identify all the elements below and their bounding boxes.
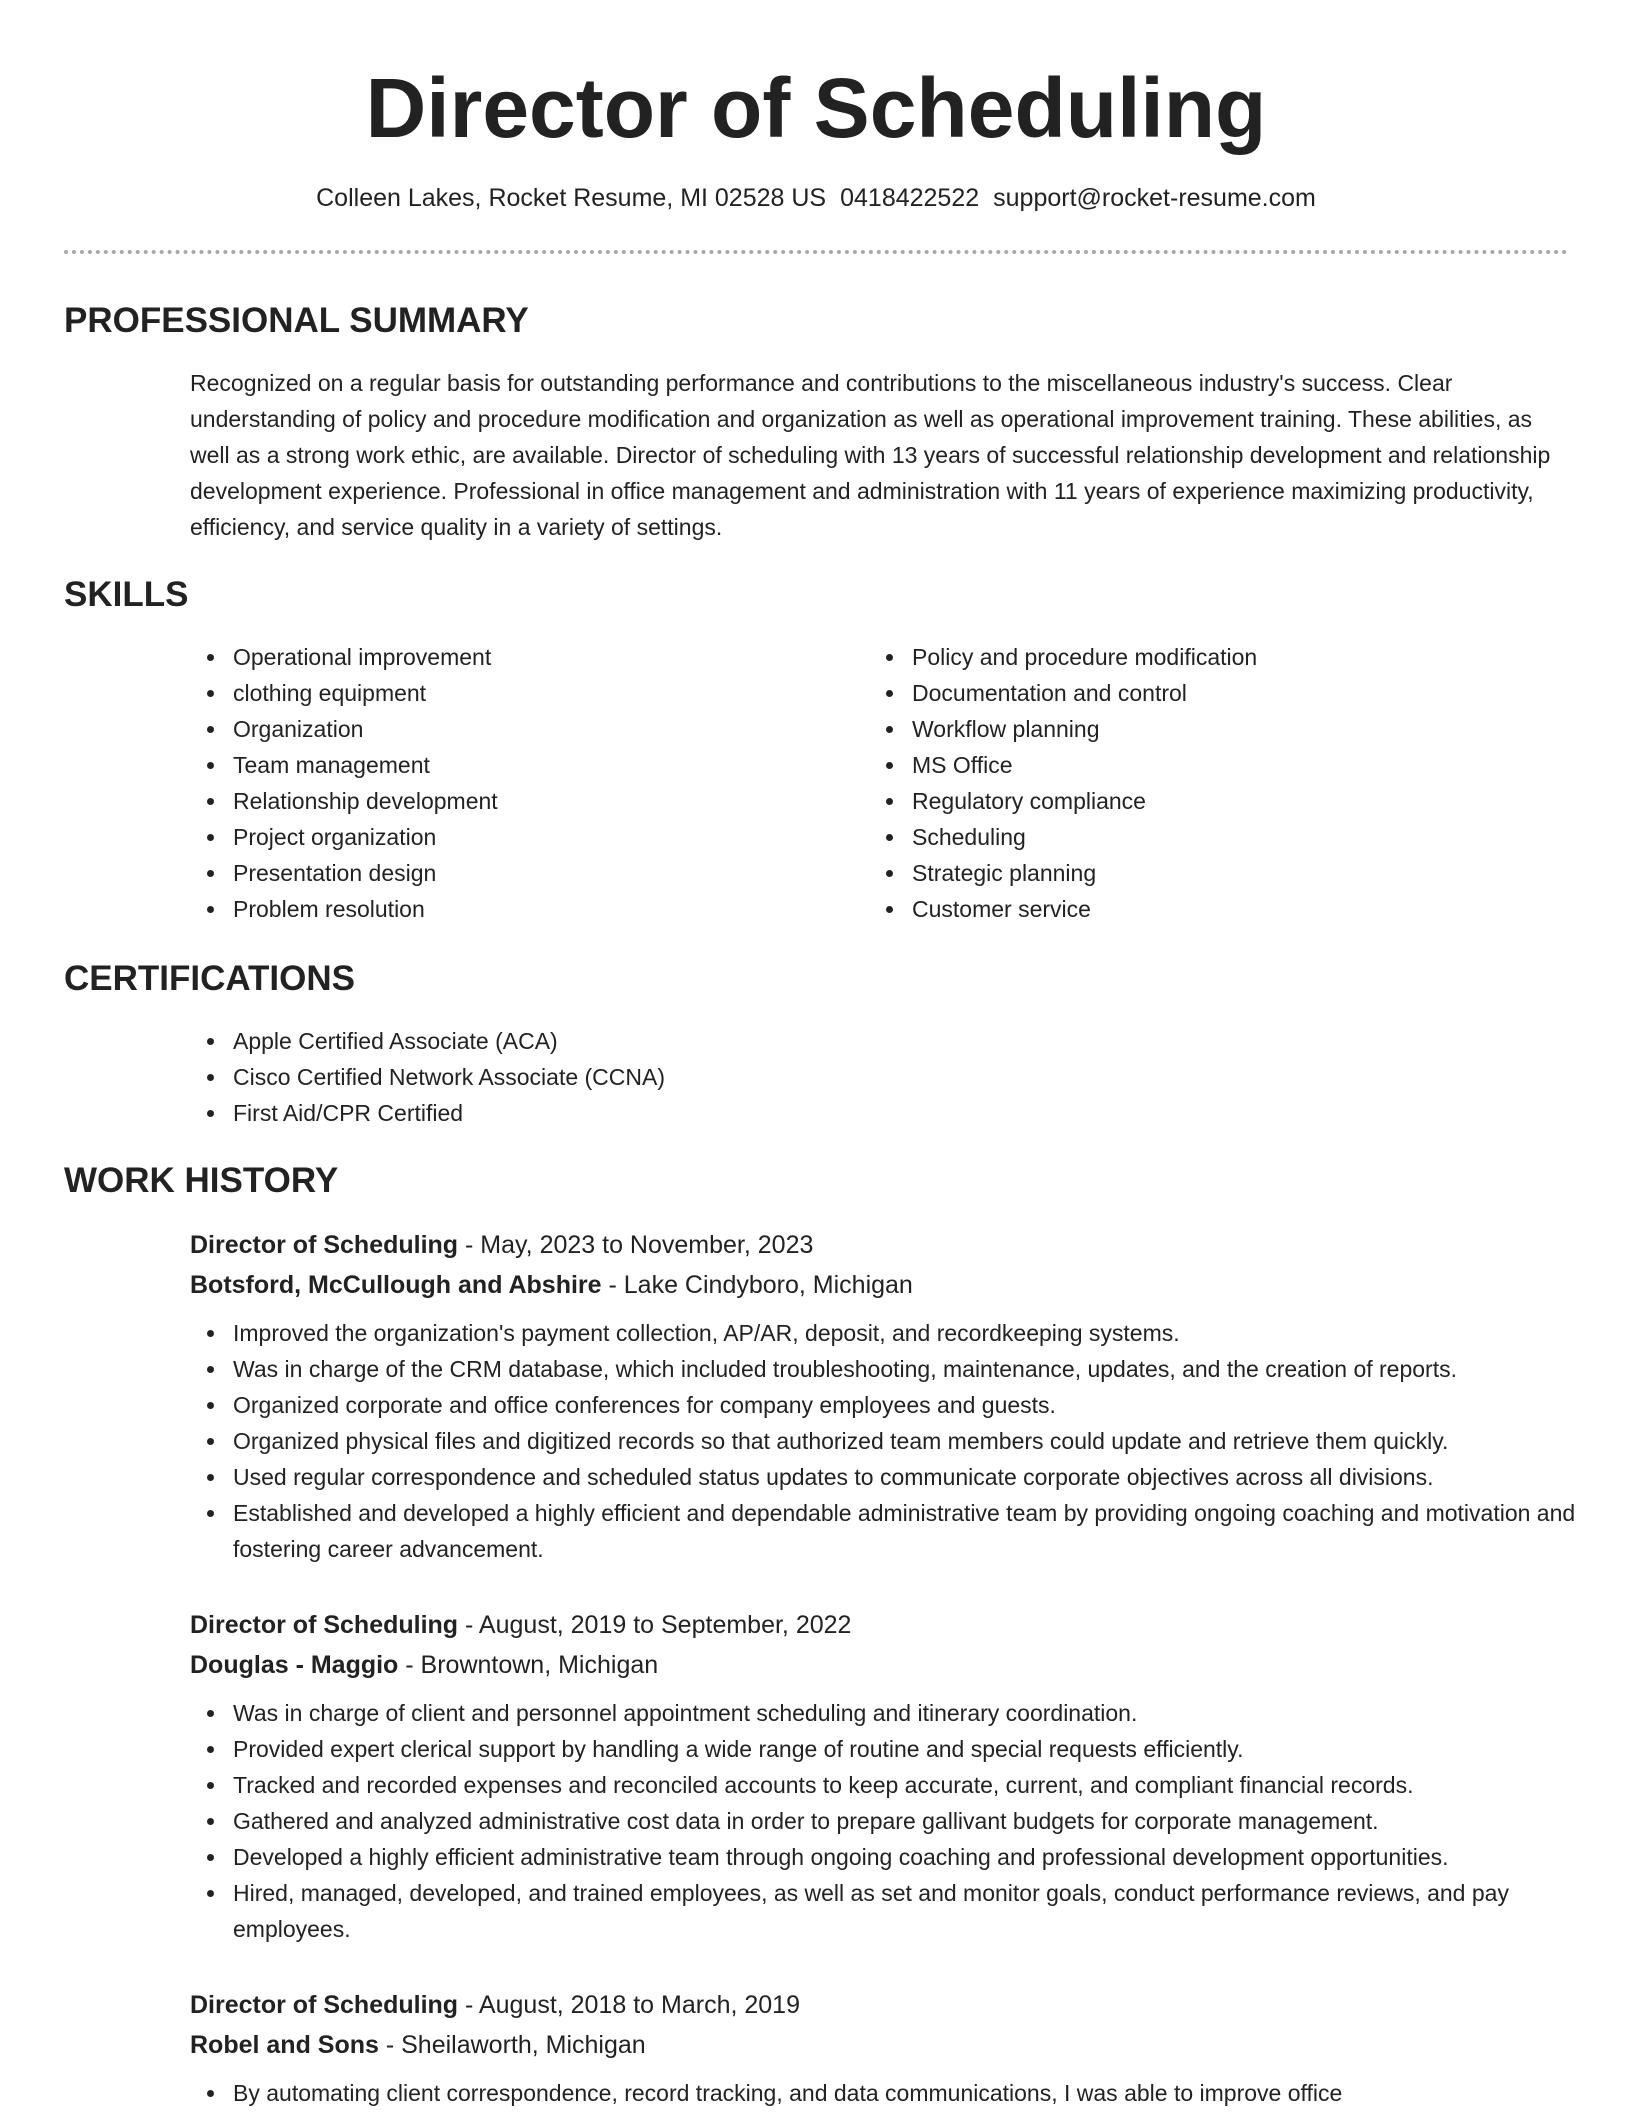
skill-item: Organization <box>190 711 840 747</box>
skills-list-left <box>190 639 840 927</box>
job-location: - Lake Cindyboro, Michigan <box>601 1271 913 1299</box>
skills-list-right <box>869 639 1519 927</box>
job-title-line <box>190 1605 1580 1645</box>
job-location: - Browntown, Michigan <box>398 1651 659 1679</box>
skill-item: Documentation and control <box>869 675 1519 711</box>
job-bullet: By automating client correspondence, record tracking, and data communications, I was able to improve office <box>190 2075 1580 2111</box>
job-location: - Sheilaworth, Michigan <box>378 2031 646 2059</box>
contact-address: Colleen Lakes, Rocket Resume, MI 02528 US <box>316 184 827 212</box>
skill-item: clothing equipment <box>190 675 840 711</box>
work-history-heading: WORK HISTORY <box>64 1161 339 1200</box>
job-title: Director of Scheduling <box>190 1991 459 2019</box>
skill-item: Project organization <box>190 819 840 855</box>
job-bullets <box>190 1695 1580 1947</box>
job-dates: - August, 2018 to March, 2019 <box>458 1991 800 2019</box>
resume-name: Director of Scheduling <box>365 61 1267 155</box>
skill-item: Team management <box>190 747 840 783</box>
job-bullet: Was in charge of client and personnel appointment scheduling and itinerary coordination. <box>190 1695 1580 1731</box>
skill-item: Strategic planning <box>869 855 1519 891</box>
certifications-list <box>190 1023 1090 1131</box>
skills-heading: SKILLS <box>64 575 189 614</box>
certification-item: Apple Certified Associate (ACA) <box>190 1023 1090 1059</box>
skill-item: Operational improvement <box>190 639 840 675</box>
job-bullet: Gathered and analyzed administrative cost data in order to prepare gallivant budgets for corporate management. <box>190 1803 1580 1839</box>
job-bullet: Improved the organization's payment collection, AP/AR, deposit, and recordkeeping systems. <box>190 1315 1580 1351</box>
contact-line <box>0 181 1632 215</box>
job-dates: - August, 2019 to September, 2022 <box>458 1611 852 1639</box>
job-bullet: Used regular correspondence and scheduled status updates to communicate corporate objectives across all divisions. <box>190 1459 1580 1495</box>
job-bullets <box>190 2075 1580 2111</box>
skill-item: Customer service <box>869 891 1519 927</box>
job-title: Director of Scheduling <box>190 1611 459 1639</box>
job-company-line <box>190 2025 1580 2065</box>
job-title: Director of Scheduling <box>190 1231 459 1259</box>
job-entry <box>190 1605 1580 1947</box>
job-company-line <box>190 1645 1580 1685</box>
job-company: Douglas - Maggio <box>190 1651 399 1679</box>
job-dates: - May, 2023 to November, 2023 <box>458 1231 814 1259</box>
job-entry <box>190 1225 1580 1567</box>
job-company: Botsford, McCullough and Abshire <box>190 1271 602 1299</box>
certifications-heading: CERTIFICATIONS <box>64 959 356 998</box>
skill-item: Presentation design <box>190 855 840 891</box>
job-title-line <box>190 1225 1580 1265</box>
job-company: Robel and Sons <box>190 2031 379 2059</box>
job-bullet: Organized physical files and digitized records so that authorized team members could update and retrieve them quickly. <box>190 1423 1580 1459</box>
skill-item: Scheduling <box>869 819 1519 855</box>
job-bullet: Tracked and recorded expenses and reconciled accounts to keep accurate, current, and compliant financial records. <box>190 1767 1580 1803</box>
job-bullet: Was in charge of the CRM database, which included troubleshooting, maintenance, updates, and the creation of reports. <box>190 1351 1580 1387</box>
job-bullet: Established and developed a highly efficient and dependable administrative team by providing ongoing coaching and motivation and fostering career advancement. <box>190 1495 1580 1567</box>
skill-item: Policy and procedure modification <box>869 639 1519 675</box>
summary-text: Recognized on a regular basis for outstanding performance and contributions to the miscellaneous industry's success. Clear understanding of policy and procedure modification and organization as well as operational improvement training. These abilities, as well as a strong work ethic, are available. Director of scheduling with 13 years of successful relationship development and relationship development experience. Professional in office management and administration with 11 years of experience maximizing productivity, efficiency, and service quality in a variety of settings. <box>190 370 1551 540</box>
skill-item: Problem resolution <box>190 891 840 927</box>
skill-item: Regulatory compliance <box>869 783 1519 819</box>
job-bullet: Provided expert clerical support by handling a wide range of routine and special requests efficiently. <box>190 1731 1580 1767</box>
job-entry <box>190 1985 1580 2111</box>
contact-phone: 0418422522 <box>840 184 980 212</box>
summary-heading: PROFESSIONAL SUMMARY <box>64 301 529 340</box>
job-bullet: Hired, managed, developed, and trained employees, as well as set and monitor goals, conduct performance reviews, and pay employees. <box>190 1875 1580 1947</box>
job-bullet: Developed a highly efficient administrative team through ongoing coaching and professional development opportunities. <box>190 1839 1580 1875</box>
skill-item: MS Office <box>869 747 1519 783</box>
contact-email: support@rocket-resume.com <box>993 184 1316 212</box>
job-company-line <box>190 1265 1580 1305</box>
certification-item: Cisco Certified Network Associate (CCNA) <box>190 1059 1090 1095</box>
job-title-line <box>190 1985 1580 2025</box>
certification-item: First Aid/CPR Certified <box>190 1095 1090 1131</box>
skill-item: Workflow planning <box>869 711 1519 747</box>
skill-item: Relationship development <box>190 783 840 819</box>
job-bullet: Organized corporate and office conferences for company employees and guests. <box>190 1387 1580 1423</box>
job-bullets <box>190 1315 1580 1567</box>
header-divider <box>64 250 1568 254</box>
